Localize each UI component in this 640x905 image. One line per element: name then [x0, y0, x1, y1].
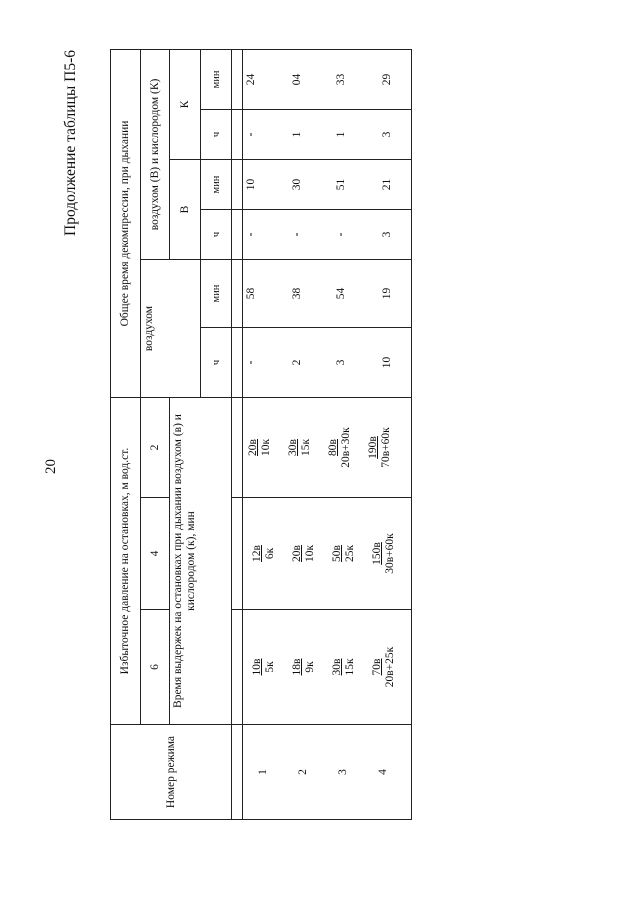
rotated-sheet [60, 50, 420, 885]
cell-stop-2m: 20в 10к 30в 15к 80в 20в+30к 190в 70в+60к [243, 398, 412, 498]
header-overpressure: Избыточное давление на остановках, м вод.ст. [111, 398, 141, 725]
cell-air-hours: - 2 3 10 [243, 328, 412, 398]
header-k-hours: ч [201, 110, 232, 160]
header-hold-time: Время выдержек на остановках при дыхании воздухом (в) и кислородом (к), мин [170, 398, 232, 725]
header-pressure-2: 2 [140, 398, 170, 498]
header-k-minutes: мин [201, 49, 232, 109]
cell-stop-6m: 10в 5к 18в 9к 30в 15к 70в 20в+25к [243, 610, 412, 725]
cell-b-hours: - - - 3 [243, 210, 412, 260]
header-pressure-4: 4 [140, 498, 170, 610]
cell-b-minutes: 10 30 51 21 [243, 160, 412, 210]
header-total-time: Общее время декомпрессии, при дыхании [111, 49, 141, 397]
cell-air-minutes: 58 38 54 19 [243, 260, 412, 328]
decompression-table [110, 49, 412, 820]
cell-k-hours: - 1 1 3 [243, 110, 412, 160]
header-b: В [170, 160, 201, 260]
header-b-hours: ч [201, 210, 232, 260]
header-mode: Номер режима [111, 725, 232, 820]
header-air: воздухом [140, 260, 200, 398]
table-body-row [243, 49, 412, 819]
page-number: 20 [43, 459, 59, 474]
header-k: К [170, 49, 201, 159]
table-caption: Продолжение таблицы П5-6 [62, 50, 79, 236]
cell-stop-4m: 12в 6к 20в 10к 50в 25к 150в 30в+60к [243, 498, 412, 610]
header-air-oxygen: воздухом (В) и кислородом (К) [140, 49, 170, 259]
cell-k-minutes: 24 04 33 29 [243, 49, 412, 109]
header-pressure-6: 6 [140, 610, 170, 725]
cell-mode: 1 2 3 4 [243, 725, 412, 820]
header-air-minutes: мин [201, 260, 232, 328]
header-air-hours: ч [201, 328, 232, 398]
header-b-minutes: мин [201, 160, 232, 210]
header-spacer-row [232, 49, 243, 819]
